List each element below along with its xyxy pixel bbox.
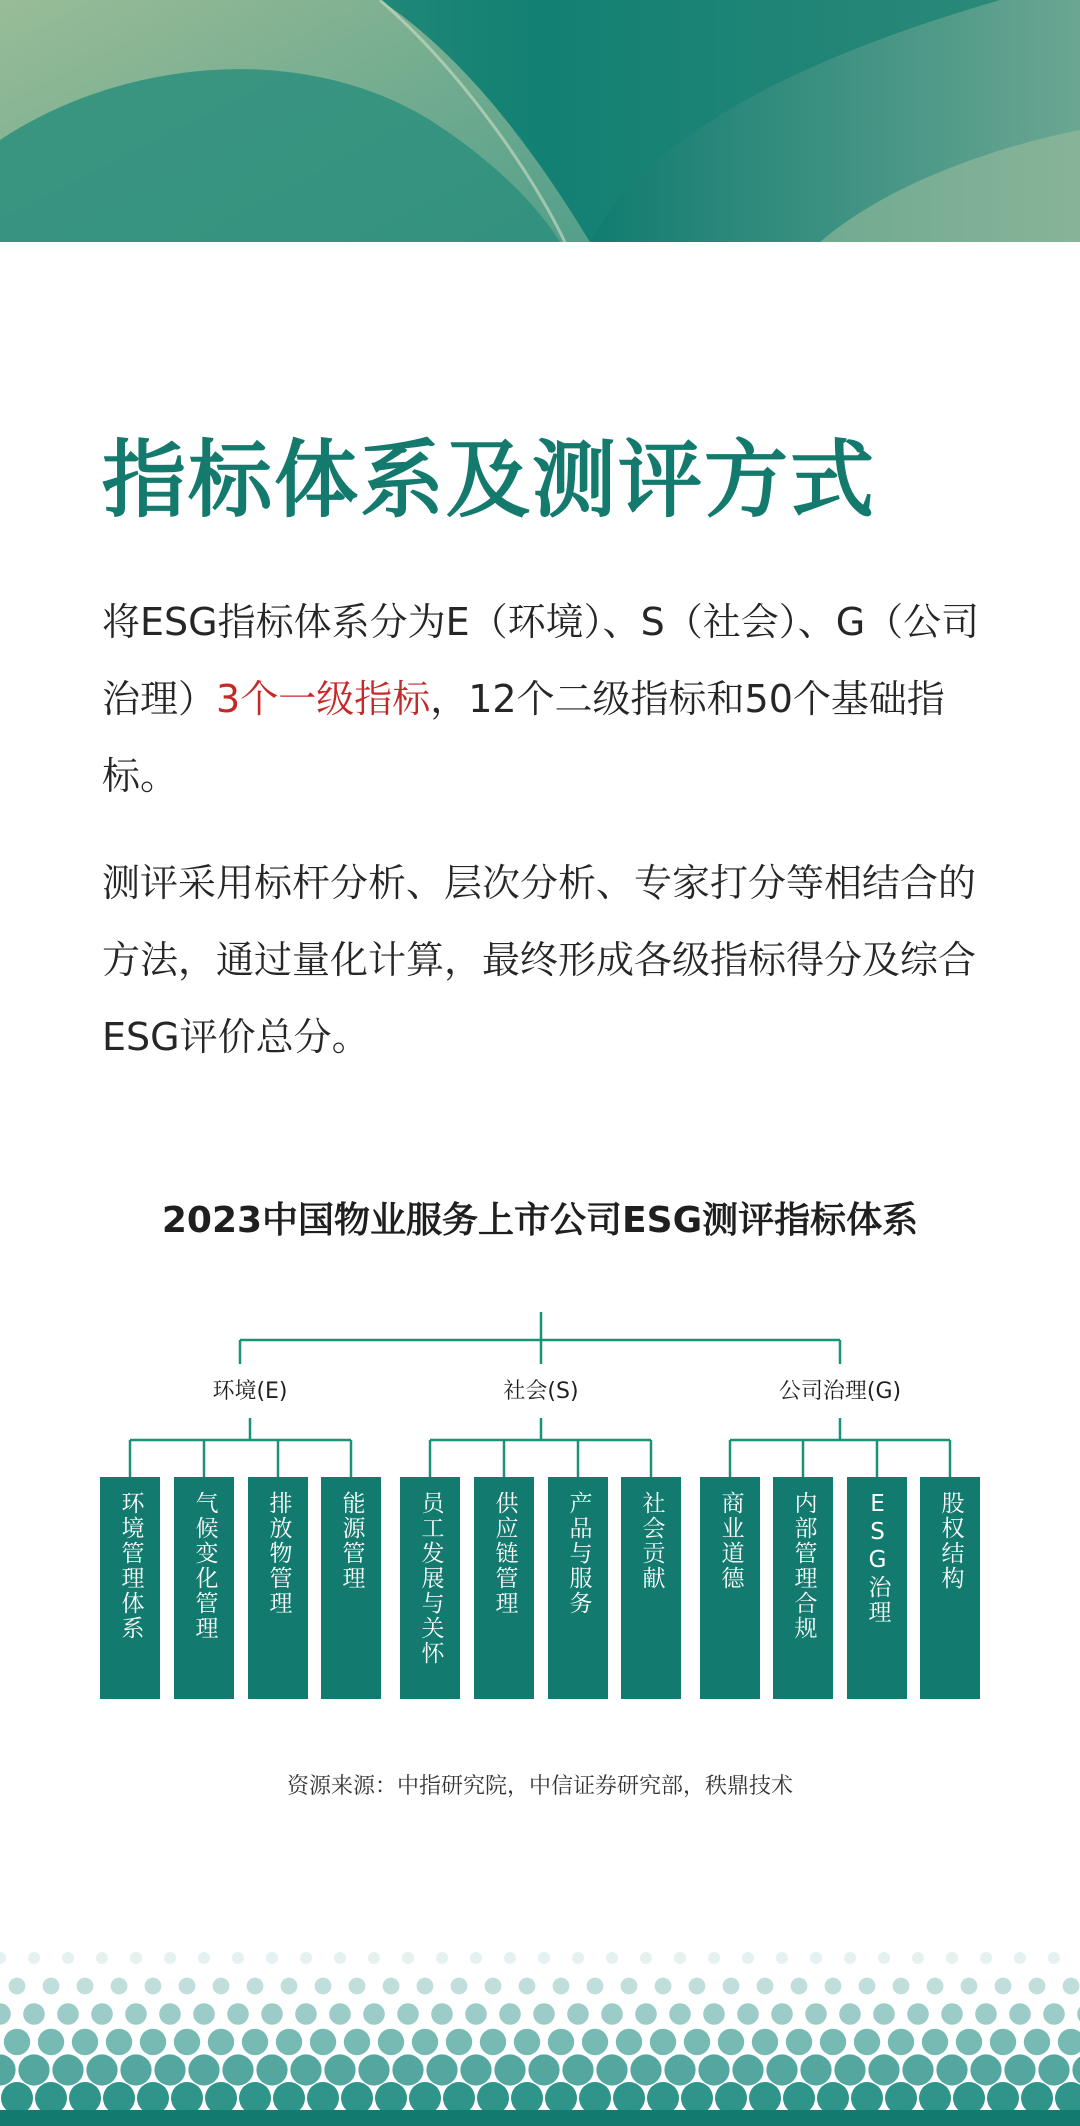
pattern-dot [1043, 2003, 1065, 2025]
pattern-dot [460, 2054, 491, 2085]
pattern-dot [596, 2054, 627, 2085]
indicator-label: 社会贡献 [638, 1491, 665, 1591]
pattern-dot [817, 2082, 849, 2114]
pattern-dot [35, 2082, 67, 2114]
pattern-dot [783, 2082, 815, 2114]
pattern-dot [587, 1978, 604, 1995]
pattern-dot [446, 2029, 472, 2055]
pattern-dot [222, 2054, 253, 2085]
method-paragraph: 测评采用标杆分析、层次分析、专家打分等相结合的方法，通过量化计算，最终形成各级指标得分及综合ESG评价总分。 [102, 861, 977, 1059]
pattern-dot [205, 2082, 237, 2114]
pattern-dot [511, 2082, 543, 2114]
pattern-dot [766, 2054, 797, 2085]
pattern-dot [409, 2082, 441, 2114]
pattern-dot [295, 2003, 317, 2025]
intro-text-before: 将ESG指标体系分为E（环境）、S（社会）、G（公司治理） [102, 600, 980, 721]
source-note: 资源来源：中指研究院，中信证券研究部，秩鼎技术 [286, 1774, 793, 1799]
pattern-dot [1038, 2054, 1069, 2085]
pattern-dot [174, 2029, 200, 2055]
pattern-dot [640, 1952, 652, 1964]
pattern-dot [987, 2082, 1019, 2114]
pattern-dot [106, 2029, 132, 2055]
pattern-dot [567, 2003, 589, 2025]
indicator-label: 能源管理 [338, 1491, 365, 1591]
pattern-dot [582, 2029, 608, 2055]
pattern-dot [0, 2003, 11, 2025]
pattern-dot [69, 2082, 101, 2114]
indicator-box [248, 1477, 308, 1699]
pattern-dot [1029, 1978, 1046, 1995]
category-label-social: 社会(S) [503, 1379, 579, 1404]
indicator-box [847, 1477, 907, 1699]
pattern-dot [919, 2082, 951, 2114]
pattern-dot [839, 2003, 861, 2025]
pattern-dot [601, 2003, 623, 2025]
pattern-dot [647, 2082, 679, 2114]
footer-band [0, 2110, 1080, 2126]
pattern-dot [995, 1978, 1012, 1995]
pattern-dot [383, 1978, 400, 1995]
pattern-dot [941, 2003, 963, 2025]
indicator-box [400, 1477, 460, 1699]
pattern-dot [120, 2054, 151, 2085]
pattern-dot [650, 2029, 676, 2055]
intro-highlight: 3个一级指标 [216, 677, 431, 721]
pattern-dot [635, 2003, 657, 2025]
pattern-dot [703, 2003, 725, 2025]
pattern-dot [23, 2003, 45, 2025]
pattern-dot [1024, 2029, 1050, 2055]
pattern-dot [86, 2054, 117, 2085]
pattern-dot [669, 2003, 691, 2025]
pattern-dot [397, 2003, 419, 2025]
pattern-dot [1048, 1952, 1060, 1964]
pattern-dot [655, 1978, 672, 1995]
pattern-dot [776, 1952, 788, 1964]
category-label-environment: 环境(E) [212, 1379, 288, 1404]
pattern-dot [621, 1978, 638, 1995]
pattern-dot [232, 1952, 244, 1964]
pattern-dot [718, 2029, 744, 2055]
pattern-dot [825, 1978, 842, 1995]
intro-paragraph [102, 584, 982, 815]
indicator-label: 产品与服务 [565, 1491, 592, 1616]
pattern-dot [854, 2029, 880, 2055]
pattern-dot [562, 2054, 593, 2085]
pattern-dot [43, 1978, 60, 1995]
pattern-dot [378, 2029, 404, 2055]
pattern-dot [1009, 2003, 1031, 2025]
indicator-label: 商业道德 [717, 1491, 744, 1591]
pattern-dot [4, 2029, 30, 2055]
indicator-label: 股权结构 [937, 1491, 964, 1591]
pattern-dot [810, 1952, 822, 1964]
pattern-dot [470, 1952, 482, 1964]
pattern-dot [154, 2054, 185, 2085]
banner-graphic [0, 0, 1080, 242]
pattern-dot [834, 2054, 865, 2085]
indicator-box [321, 1477, 381, 1699]
pattern-dot [859, 1978, 876, 1995]
pattern-dot [528, 2054, 559, 2085]
pattern-dot [188, 2054, 219, 2085]
pattern-dot [844, 1952, 856, 1964]
pattern-dot [72, 2029, 98, 2055]
category-label-governance: 公司治理(G) [778, 1379, 902, 1404]
pattern-dot [922, 2029, 948, 2055]
pattern-dot [103, 2082, 135, 2114]
pattern-dot [193, 2003, 215, 2025]
indicator-box [474, 1477, 534, 1699]
pattern-dot [242, 2029, 268, 2055]
pattern-dot [227, 2003, 249, 2025]
pattern-dot [681, 2082, 713, 2114]
section-heading: 指标体系及测评方式 [102, 431, 877, 529]
pattern-dot [698, 2054, 729, 2085]
pattern-dot [38, 2029, 64, 2055]
pattern-dot [239, 2082, 271, 2114]
indicator-label: 供应链管理 [491, 1491, 518, 1616]
pattern-dot [970, 2054, 1001, 2085]
pattern-dot [1055, 2082, 1080, 2114]
indicator-box [773, 1477, 833, 1699]
indicator-box [100, 1477, 160, 1699]
pattern-dot [349, 1978, 366, 1995]
pattern-dot [300, 1952, 312, 1964]
pattern-dot [363, 2003, 385, 2025]
pattern-dot [208, 2029, 234, 2055]
diagram-title: 2023中国物业服务上市公司ESG测评指标体系 [161, 1200, 919, 1241]
pattern-dot [329, 2003, 351, 2025]
pattern-dot [171, 2082, 203, 2114]
pattern-dot [579, 2082, 611, 2114]
pattern-dot [572, 1952, 584, 1964]
indicator-label: 排放物管理 [265, 1491, 292, 1616]
pattern-dot [545, 2082, 577, 2114]
pattern-dot [885, 2082, 917, 2114]
pattern-dot [0, 2054, 16, 2085]
pattern-dot [946, 1952, 958, 1964]
pattern-dot [737, 2003, 759, 2025]
intro-text-after: ，12个二级指标和50个基础指标。 [102, 677, 945, 798]
pattern-dot [927, 1978, 944, 1995]
pattern-dot [514, 2029, 540, 2055]
pattern-dot [256, 2054, 287, 2085]
pattern-dot [91, 2003, 113, 2025]
pattern-dot [742, 1952, 754, 1964]
pattern-dot [358, 2054, 389, 2085]
pattern-dot [179, 1978, 196, 1995]
pattern-dot [893, 1978, 910, 1995]
pattern-dot [159, 2003, 181, 2025]
pattern-dot [533, 2003, 555, 2025]
pattern-dot [111, 1978, 128, 1995]
pattern-dot [499, 2003, 521, 2025]
pattern-dot [485, 1978, 502, 1995]
pattern-dot [538, 1952, 550, 1964]
pattern-dot [392, 2054, 423, 2085]
pattern-dot [1063, 1978, 1080, 1995]
pattern-dot [431, 2003, 453, 2025]
pattern-dot [912, 1952, 924, 1964]
pattern-dot [307, 2082, 339, 2114]
pattern-dot [480, 2029, 506, 2055]
pattern-dot [310, 2029, 336, 2055]
indicator-box [700, 1477, 760, 1699]
indicator-label: ESG治理 [864, 1491, 891, 1625]
indicator-box [920, 1477, 980, 1699]
pattern-dot [198, 1952, 210, 1964]
pattern-dot [18, 2054, 49, 2085]
pattern-dot [689, 1978, 706, 1995]
pattern-dot [708, 1952, 720, 1964]
pattern-dot [402, 1952, 414, 1964]
pattern-dot [757, 1978, 774, 1995]
pattern-dot [674, 1952, 686, 1964]
pattern-dot [213, 1978, 230, 1995]
pattern-dot [820, 2029, 846, 2055]
pattern-dot [1014, 1952, 1026, 1964]
pattern-dot [368, 1952, 380, 1964]
indicator-box [621, 1477, 681, 1699]
pattern-dot [1072, 2054, 1080, 2085]
pattern-dot [975, 2003, 997, 2025]
pattern-dot [96, 1952, 108, 1964]
pattern-dot [732, 2054, 763, 2085]
pattern-dot [62, 1952, 74, 1964]
pattern-dot [613, 2082, 645, 2114]
pattern-dot [936, 2054, 967, 2085]
pattern-dot [451, 1978, 468, 1995]
pattern-dot [980, 1952, 992, 1964]
footer-dot-pattern [0, 1950, 1080, 2126]
pattern-dot [334, 1952, 346, 1964]
pattern-dot [344, 2029, 370, 2055]
pattern-dot [504, 1952, 516, 1964]
top-banner [0, 0, 1080, 242]
pattern-dot [125, 2003, 147, 2025]
pattern-dot [443, 2082, 475, 2114]
indicator-label: 气候变化管理 [191, 1491, 218, 1641]
pattern-dot [465, 2003, 487, 2025]
pattern-dot [130, 1952, 142, 1964]
pattern-dot [553, 1978, 570, 1995]
pattern-dot [878, 1952, 890, 1964]
pattern-dot [137, 2082, 169, 2114]
pattern-dot [140, 2029, 166, 2055]
pattern-dot [145, 1978, 162, 1995]
pattern-dot [771, 2003, 793, 2025]
pattern-dot [791, 1978, 808, 1995]
pattern-dot [1021, 2082, 1053, 2114]
pattern-dot [426, 2054, 457, 2085]
pattern-dot [52, 2054, 83, 2085]
indicator-label: 环境管理体系 [117, 1491, 144, 1641]
pattern-dot [786, 2029, 812, 2055]
indicator-label: 员工发展与关怀 [417, 1491, 444, 1666]
pattern-dot [519, 1978, 536, 1995]
pattern-dot [247, 1978, 264, 1995]
pattern-dot [375, 2082, 407, 2114]
dot-pattern-graphic [0, 1950, 1080, 2126]
pattern-dot [953, 2082, 985, 2114]
pattern-dot [436, 1952, 448, 1964]
pattern-dot [57, 2003, 79, 2025]
pattern-dot [77, 1978, 94, 1995]
pattern-dot [805, 2003, 827, 2025]
pattern-dot [749, 2082, 781, 2114]
pattern-dot [548, 2029, 574, 2055]
pattern-dot [9, 1978, 26, 1995]
pattern-dot [851, 2082, 883, 2114]
pattern-dot [616, 2029, 642, 2055]
pattern-dot [715, 2082, 747, 2114]
pattern-dot [412, 2029, 438, 2055]
pattern-dot [961, 1978, 978, 1995]
tree-connectors [0, 1300, 1080, 1720]
pattern-dot [494, 2054, 525, 2085]
pattern-dot [266, 1952, 278, 1964]
pattern-dot [290, 2054, 321, 2085]
pattern-dot [888, 2029, 914, 2055]
pattern-dot [281, 1978, 298, 1995]
pattern-dot [630, 2054, 661, 2085]
pattern-dot [273, 2082, 305, 2114]
pattern-dot [868, 2054, 899, 2085]
pattern-dot [261, 2003, 283, 2025]
pattern-dot [684, 2029, 710, 2055]
pattern-dot [276, 2029, 302, 2055]
indicator-box [174, 1477, 234, 1699]
pattern-dot [477, 2082, 509, 2114]
indicator-box [548, 1477, 608, 1699]
indicator-label: 内部管理合规 [790, 1491, 817, 1641]
pattern-dot [664, 2054, 695, 2085]
pattern-dot [873, 2003, 895, 2025]
pattern-dot [956, 2029, 982, 2055]
pattern-dot [164, 1952, 176, 1964]
pattern-dot [752, 2029, 778, 2055]
pattern-dot [902, 2054, 933, 2085]
pattern-dot [315, 1978, 332, 1995]
pattern-dot [341, 2082, 373, 2114]
pattern-dot [723, 1978, 740, 1995]
pattern-dot [990, 2029, 1016, 2055]
pattern-dot [1004, 2054, 1035, 2085]
pattern-dot [28, 1952, 40, 1964]
pattern-dot [907, 2003, 929, 2025]
pattern-dot [324, 2054, 355, 2085]
pattern-dot [606, 1952, 618, 1964]
pattern-dot [1, 2082, 33, 2114]
pattern-dot [0, 1952, 6, 1964]
pattern-dot [417, 1978, 434, 1995]
pattern-dot [800, 2054, 831, 2085]
pattern-dot [1058, 2029, 1080, 2055]
